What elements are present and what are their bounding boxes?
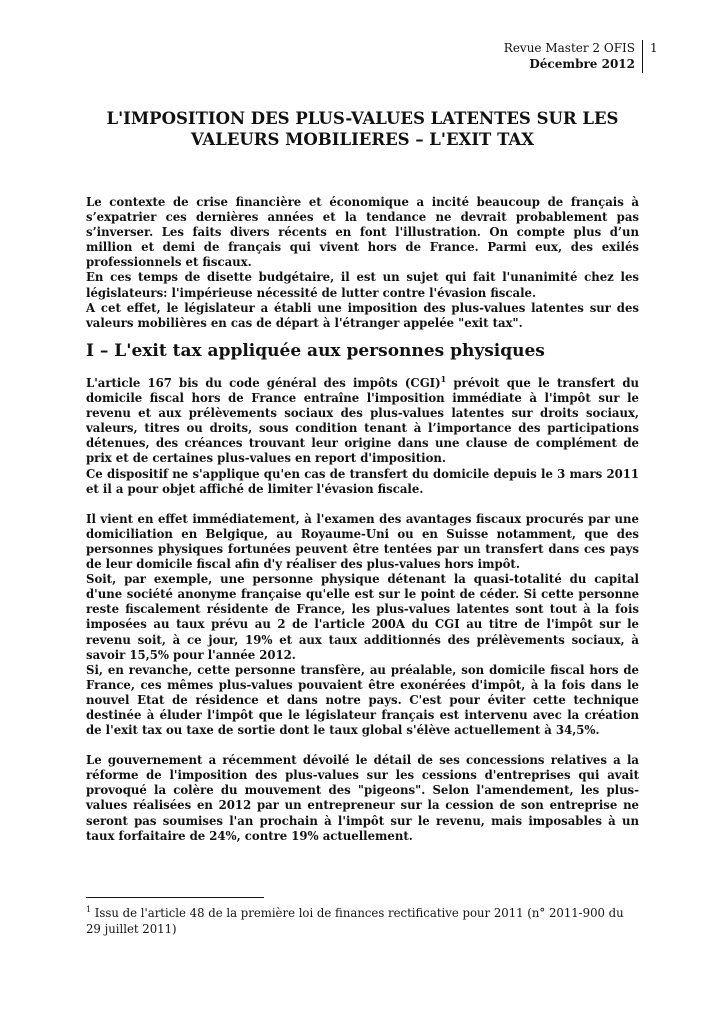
journal-name: Revue Master 2 OFIS	[503, 41, 635, 55]
body-paragraph: Il vient en effet immédiatement, à l'examen des avantages fiscaux procurés par une domiciliation en Belgique, au Royaume-Uni ou en Suisse notamment, que des personnes physiques fortunées peuvent être tentées par un transfert dans ces pays de leur domicile fiscal afin d'y réaliser des plus-values hors impôt.	[86, 511, 639, 572]
issue-date: Décembre 2012	[529, 57, 635, 71]
paragraph-text: prévoit que le transfert du domicile fiscal hors de France entraîne l'imposition immédiate à l'impôt sur le revenu et aux prélèvements sociaux des plus-values latentes sur droits sociaux, valeurs, titres ou droits, sous condition tenant à l’importance des participations détenues, des créances trouvant leur origine dans une clause de complément de prix et de certaines plus-values en report d'imposition.	[86, 376, 639, 466]
intro-paragraph: Le contexte de crise financière et économique a incité beaucoup de français à s’expatrier ces dernières années et la tendance ne devrait probablement pas s’inverser. Les faits divers récents en font l'illustration. On compte plus d’un million et demi de français qui vivent hors de France. Parmi eux, des exilés professionnels et fiscaux.	[86, 195, 639, 270]
body-paragraph: Le gouvernement a récemment dévoilé le détail de ses concessions relatives a la réforme de l'imposition des plus-values sur les cessions d'entreprises qui avait provoqué la colère du mouvement des "pigeons". Selon l'amendement, les plus-values réalisées en 2012 par un entrepreneur sur la cession de son entreprise ne seront pas soumises l'an prochain à l'impôt sur le revenu, mais imposables à un taux forfaitaire de 24%, contre 19% actuellement.	[86, 753, 639, 843]
section-heading: I – L'exit tax appliquée aux personnes physiques	[86, 341, 545, 361]
paragraph-gap	[86, 497, 639, 512]
footnote-text: Issu de l'article 48 de la première loi de finances rectificative pour 2011 (n° 2011-900 du 29 juillet 2011)	[86, 906, 624, 936]
intro-paragraph: A cet effet, le législateur a établi une imposition des plus-values latentes sur des valeurs mobilières en cas de départ à l'étranger appelée "exit tax".	[86, 300, 639, 330]
footnote-separator	[86, 897, 264, 898]
footnote-reference: 1	[440, 374, 447, 385]
paragraph-text: L'article 167 bis du code général des impôts (CGI)	[86, 376, 441, 390]
body-paragraph: Ce dispositif ne s'applique qu'en cas de transfert du domicile depuis le 3 mars 2011 et il a pour objet affiché de limiter l'évasion fiscale.	[86, 466, 639, 496]
footnote	[86, 906, 639, 937]
body-paragraph	[86, 376, 639, 467]
header-divider	[642, 40, 643, 73]
title-line-1: L'IMPOSITION DES PLUS-VALUES LATENTES SUR LES	[106, 109, 619, 128]
body-paragraph: Si, en revanche, cette personne transfère, au préalable, son domicile fiscal hors de France, ces mêmes plus-values pouvaient être exonérées d'impôt, à la fois dans le nouvel Etat de résidence et dans notre pays. C'est pour éviter cette technique destinée à éluder l'impôt que le législateur français est intervenu avec la création de l'exit tax ou taxe de sortie dont le taux global s'élève actuellement à 34,5%.	[86, 662, 639, 738]
intro-paragraph: En ces temps de disette budgétaire, il est un sujet qui fait l'unanimité chez les législateurs: l'impérieuse nécessité de lutter contre l'évasion fiscale.	[86, 270, 639, 300]
body-paragraph: Soit, par exemple, une personne physique détenant la quasi-totalité du capital d'une société anonyme française qu'elle est sur le point de céder. Si cette personne reste fiscalement résidente de France, les plus-values latentes sont tout à la fois imposées au taux prévu au 2 de l'article 200A du CGI au titre de l'impôt sur le revenu soit, à ce jour, 19% et aux taux additionnés des prélèvements sociaux, à savoir 15,5% pour l'année 2012.	[86, 572, 639, 662]
title-line-2: VALEURS MOBILIERES – L'EXIT TAX	[190, 130, 535, 149]
paragraph-gap	[86, 738, 639, 753]
document-title	[86, 108, 639, 150]
section-body	[86, 376, 639, 844]
page-number: 1	[650, 41, 658, 55]
intro-block	[86, 195, 639, 331]
footnote-marker: 1	[86, 905, 92, 915]
running-header	[504, 40, 635, 72]
